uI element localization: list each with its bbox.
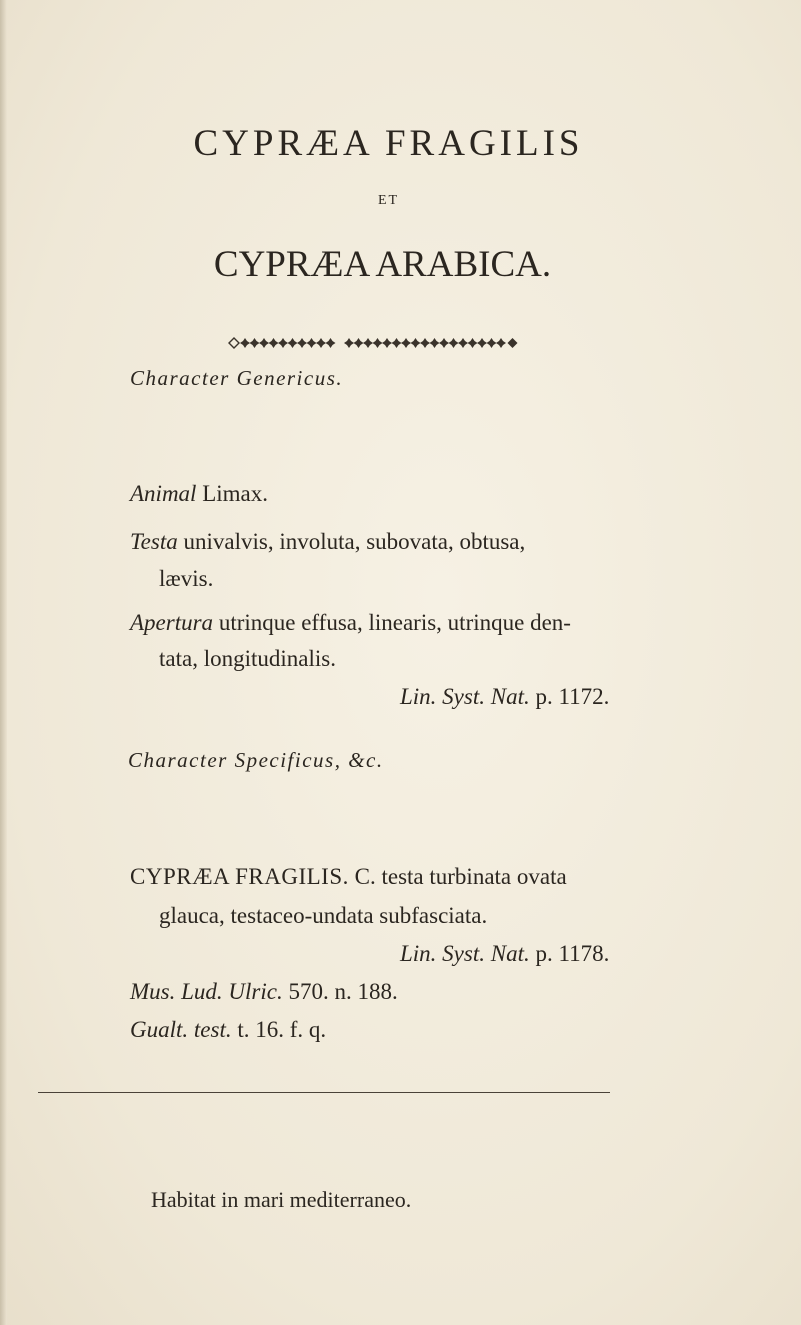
generic-reference-page: p. 1172. <box>529 684 610 709</box>
generic-character-heading: Character Genericus. <box>130 366 344 390</box>
generic-reference-work: Lin. Syst. Nat. <box>400 684 530 709</box>
species-line <box>130 864 567 890</box>
apertura-text: utrinque effusa, linearis, utrinque den- <box>213 610 571 635</box>
specific-reference-1 <box>400 941 609 967</box>
specific-reference-3 <box>130 1017 326 1043</box>
title-conjunction: ET <box>377 193 400 208</box>
specific-character-heading: Character Specificus, &c. <box>128 748 384 772</box>
animal-line <box>130 481 268 507</box>
testa-label: Testa <box>130 529 178 554</box>
apertura-label: Apertura <box>130 610 214 635</box>
specific-reference-3-work: Gualt. test. <box>130 1017 232 1042</box>
specific-reference-2-work: Mus. Lud. Ulric. <box>130 979 283 1004</box>
generic-reference <box>400 684 609 710</box>
specific-reference-3-page: t. 16. f. q. <box>231 1017 327 1042</box>
apertura-continuation: tata, longitudinalis. <box>159 646 336 671</box>
species-description-2: glauca, testaceo-undata subfasciata. <box>159 903 488 928</box>
title-line-2: CYPRÆA ARABICA. <box>213 244 552 285</box>
title-line-1: CYPRÆA FRAGILIS <box>193 123 584 164</box>
species-name: CYPRÆA FRAGILIS. <box>130 864 349 889</box>
animal-label: Animal <box>130 481 197 506</box>
apertura-line <box>130 610 571 636</box>
testa-continuation: lævis. <box>159 566 214 591</box>
section-divider <box>38 1092 610 1093</box>
ornament-rule-icon <box>228 334 528 352</box>
specific-reference-2-page: 570. n. 188. <box>282 979 398 1004</box>
species-description-1: C. testa turbinata ovata <box>348 864 567 889</box>
specific-reference-2 <box>130 979 398 1005</box>
specific-reference-1-work: Lin. Syst. Nat. <box>400 941 530 966</box>
habitat-line: Habitat in mari mediterraneo. <box>151 1187 412 1212</box>
animal-text: Limax. <box>196 481 268 506</box>
specific-reference-1-page: p. 1178. <box>529 941 610 966</box>
testa-text: univalvis, involuta, subovata, obtusa, <box>177 529 526 554</box>
testa-line <box>130 529 525 555</box>
